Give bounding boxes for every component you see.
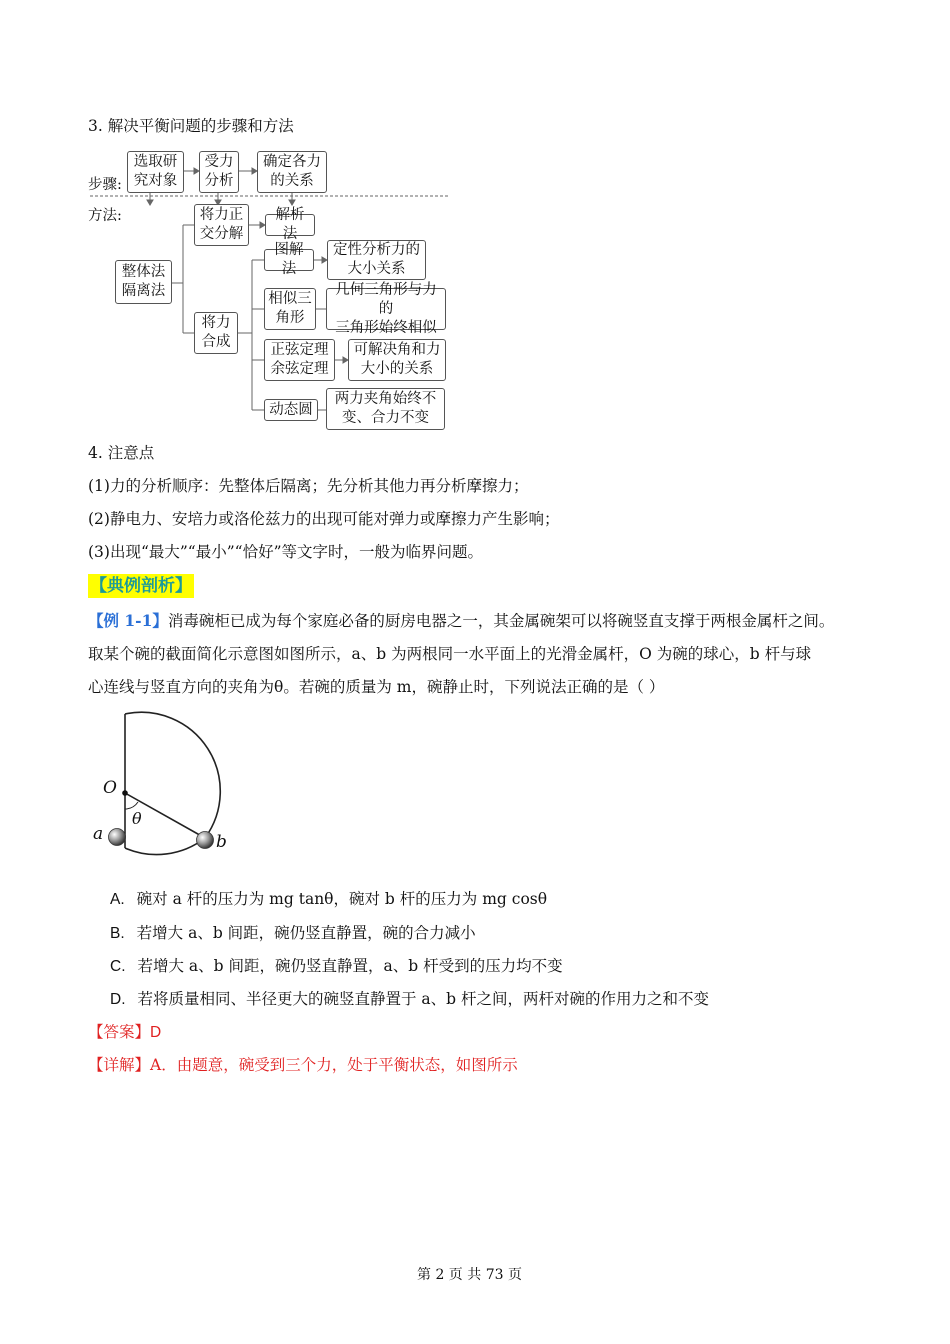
example-question-line: 取某个碗的截面简化示意图如图所示，a、b 为两根同一水平面上的光滑金属杆，O 为碗的球心，b 杆与球 (88, 645, 812, 663)
dynamic-circle-method: 动态圆 (264, 399, 318, 421)
sine-cosine-method: 正弦定理 余弦定理 (264, 339, 335, 381)
similar-triangle-desc: 几何三角形与力的 三角形始终相似 (326, 288, 446, 330)
example-text: 消毒碗柜已成为每个家庭必备的厨房电器之一，其金属碗架可以将碗竖直支撑于两根金属杆之间。 (167, 612, 835, 630)
note-item: (2)静电力、安培力或洛伦兹力的出现可能对弹力或摩擦力产生影响； (88, 510, 560, 528)
answer-line (88, 1021, 161, 1044)
option-d[interactable]: D. 若将质量相同、半径更大的碗竖直静置于 a、b 杆之间，两杆对碗的作用力之和不变 (110, 990, 710, 1008)
rod-a-ball (109, 829, 126, 846)
detail-text: A．由题意，碗受到三个力，处于平衡状态，如图所示 (150, 1056, 518, 1074)
rod-b-ball (197, 832, 214, 849)
section-3-title: 3. 解决平衡问题的步骤和方法 (88, 117, 294, 135)
label-o: O (103, 778, 117, 798)
detail-line (88, 1054, 518, 1076)
whole-isolation-method: 整体法 隔离法 (115, 260, 172, 304)
analytic-method: 解析法 (265, 214, 315, 236)
orthogonal-decomposition: 将力正 交分解 (194, 204, 249, 246)
example-tag: 【例 1-1】 (88, 611, 168, 630)
methods-label: 方法: (88, 208, 122, 224)
example-question-line (88, 610, 834, 632)
step-force-analysis: 受力 分析 (199, 151, 239, 193)
force-composition: 将力 合成 (194, 312, 238, 354)
step-select-object: 选取研 究对象 (127, 151, 184, 193)
label-a: a (93, 824, 104, 844)
label-b: b (216, 832, 227, 852)
method-flow-diagram (86, 148, 456, 433)
option-c[interactable]: C. 若增大 a、b 间距，碗仍竖直静置，a、b 杆受到的压力均不变 (110, 957, 563, 975)
bowl-figure (85, 708, 245, 858)
option-b[interactable]: B. 若增大 a、b 间距，碗仍竖直静置，碗的合力减小 (110, 924, 476, 942)
similar-triangle-method: 相似三 角形 (264, 288, 316, 330)
dynamic-circle-desc: 两力夹角始终不 变、合力不变 (326, 388, 445, 430)
option-a[interactable]: A. 碗对 a 杆的压力为 mg tanθ，碗对 b 杆的压力为 mg cosθ (110, 890, 548, 908)
steps-label: 步骤: (88, 177, 122, 193)
example-section-header: 【典例剖析】 (90, 576, 192, 596)
answer-label: 【答案】 (88, 1023, 151, 1041)
page-footer: 第 2 页 共 73 页 (417, 1267, 522, 1283)
sine-cosine-desc: 可解决角和力 大小的关系 (348, 339, 446, 381)
section-4-title: 4. 注意点 (88, 444, 155, 462)
example-question-line: 心连线与竖直方向的夹角为θ。若碗的质量为 m，碗静止时，下列说法正确的是（ ） (88, 678, 665, 696)
note-item: (1)力的分析顺序：先整体后隔离；先分析其他力再分析摩擦力； (88, 477, 529, 495)
answer-value: D (150, 1024, 162, 1041)
detail-label: 【详解】 (88, 1056, 151, 1074)
bowl-center-point (122, 790, 128, 796)
graphic-method-desc: 定性分析力的 大小关系 (327, 240, 426, 280)
graphic-method: 图解法 (264, 249, 314, 271)
label-theta: θ (132, 809, 142, 828)
note-item: (3)出现“最大”“最小”“恰好”等文字时，一般为临界问题。 (88, 543, 484, 561)
step-force-relation: 确定各力 的关系 (257, 151, 327, 193)
